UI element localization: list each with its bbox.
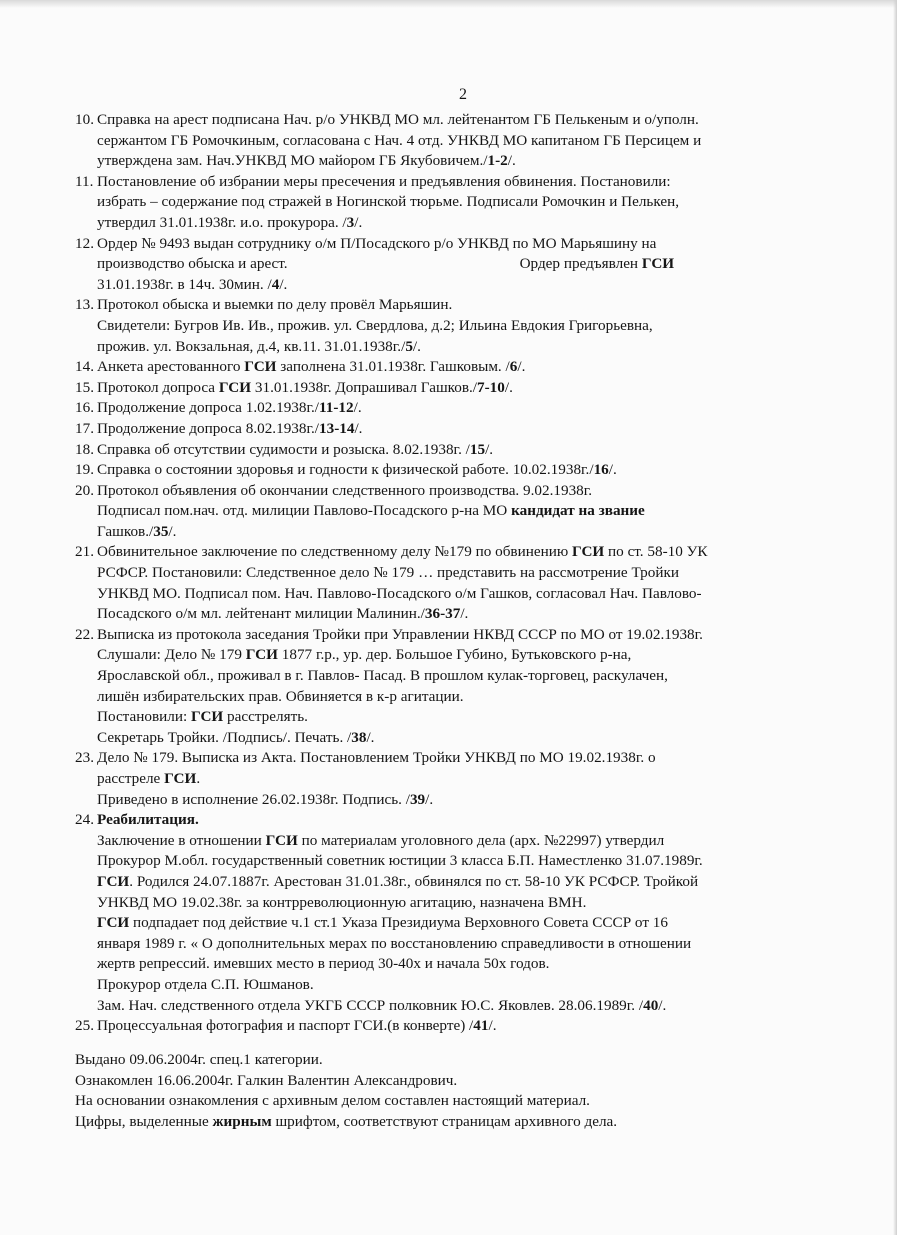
- text-segment: /.: [354, 213, 363, 231]
- bold-text: 7-10: [477, 378, 505, 396]
- text-segment: Ярославской обл., проживал в г. Павлов- Пасад. В прошлом кулак-торговец, раскулачен,: [97, 667, 668, 685]
- text-segment: РСФСР. Постановили: Следственное дело № 179 … представить на рассмотрение Тройки: [97, 564, 679, 582]
- text-segment: Ордер предъявлен: [519, 255, 642, 273]
- text-segment: Слушали: Дело № 179: [97, 646, 246, 664]
- text-segment: .: [196, 770, 201, 787]
- text-segment: /.: [485, 440, 494, 458]
- bold-text: ГСИ: [97, 872, 130, 890]
- text-segment: /.: [279, 275, 288, 293]
- bold-text: 40: [643, 996, 659, 1014]
- item-line: [97, 913, 835, 934]
- case-item: [75, 398, 835, 419]
- item-number: 25.: [75, 1017, 94, 1035]
- item-line: [97, 337, 835, 358]
- item-number: 14.: [75, 358, 94, 376]
- bold-text: 4: [271, 275, 280, 293]
- text-segment: Выдано 09.06.2004г. спец.1 категории.: [75, 1051, 323, 1068]
- case-item: [75, 810, 835, 1016]
- text-segment: 1877 г.р., ур. дер. Большое Губино, Бутьковского р-на,: [277, 646, 632, 664]
- footer-line: [75, 1112, 835, 1133]
- bold-text: 1-2: [487, 152, 508, 170]
- item-line: [97, 440, 835, 461]
- bold-text: Реабилитация.: [97, 811, 199, 829]
- item-line: [97, 810, 835, 831]
- item-number: 16.: [75, 399, 94, 417]
- bold-text: ГСИ: [164, 770, 197, 787]
- item-line: [97, 295, 835, 316]
- item-line: [97, 316, 835, 337]
- text-segment: Свидетели: Бугров Ив. Ив., прожив. ул. Свердлова, д.2; Ильина Евдокия Григорьевна,: [97, 316, 653, 334]
- item-line: [97, 625, 835, 646]
- text-segment: Секретарь Тройки. /Подпись/. Печать. /: [97, 728, 352, 746]
- item-number: 10.: [75, 111, 94, 128]
- case-item: [75, 110, 835, 172]
- text-segment: по ст. 58-10 УК: [604, 543, 708, 561]
- item-line: [97, 460, 835, 481]
- text-segment: /.: [425, 790, 434, 808]
- item-number: 12.: [75, 234, 94, 252]
- text-segment: прожив. ул. Вокзальная, д.4, кв.11. 31.01.1938г./: [97, 337, 406, 355]
- item-line: [97, 893, 835, 914]
- text-segment: /.: [168, 522, 177, 540]
- item-line: [97, 954, 835, 975]
- case-item: [75, 1016, 835, 1037]
- text-segment: Продолжение допроса 8.02.1938г./: [97, 419, 320, 437]
- item-number: 21.: [75, 543, 94, 561]
- text-segment: Справка об отсутствии судимости и розыска. 8.02.1938г. /: [97, 440, 470, 458]
- item-number: 17.: [75, 419, 94, 437]
- bold-text: 13-14: [319, 419, 355, 437]
- text-segment: Протокол допроса: [97, 378, 219, 396]
- scan-top-edge: [0, 0, 897, 8]
- document-footer: [75, 1050, 835, 1132]
- text-segment: января 1989 г. « О дополнительных мерах по восстановлению справедливости в отношении: [97, 934, 692, 952]
- item-line: [97, 254, 835, 275]
- text-segment: подпадает под действие ч.1 ст.1 Указа Президиума Верховного Совета СССР от 16: [129, 914, 668, 932]
- item-line: [97, 975, 835, 996]
- bold-text: жирным: [212, 1112, 272, 1130]
- bold-text: 5: [405, 337, 413, 355]
- item-line: [97, 934, 835, 955]
- case-item: [75, 234, 835, 296]
- item-number: 23.: [75, 749, 94, 767]
- text-segment: Постановление об избрании меры пресечения и предъявления обвинения. Постановили:: [97, 172, 671, 190]
- scan-right-edge: [893, 0, 897, 1235]
- text-segment: Протокол обыска и выемки по делу провёл Марьяшин.: [97, 296, 453, 314]
- item-line: [97, 398, 835, 419]
- item-line: [97, 831, 835, 852]
- case-item: [75, 419, 835, 440]
- text-segment: Дело № 179. Выписка из Акта. Постановлением Тройки УНКВД по МО 19.02.1938г. о: [97, 749, 656, 767]
- text-segment: Заключение в отношении: [97, 831, 266, 849]
- item-line: [97, 666, 835, 687]
- text-segment: /.: [412, 337, 421, 355]
- text-segment: /.: [460, 605, 469, 623]
- text-segment: УНКВД МО. Подписал пом. Нач. Павлово-Посадского о/м Гашков, согласовал Нач. Павлово-: [97, 584, 702, 602]
- item-line: [97, 522, 835, 543]
- text-segment: избрать – содержание под стражей в Ногинской тюрьме. Подписали Ромочкин и Пелькен,: [97, 193, 679, 211]
- footer-line: [75, 1071, 835, 1092]
- text-segment: Ознакомлен 16.06.2004г. Галкин Валентин Александрович.: [75, 1071, 458, 1089]
- item-number: 18.: [75, 440, 94, 458]
- text-segment: Подписал пом.нач. отд. милиции Павлово-Посадского р-на МО: [97, 502, 512, 520]
- bold-text: 36-37: [424, 605, 461, 623]
- case-item: [75, 542, 835, 624]
- text-segment: /.: [354, 419, 363, 437]
- text-segment: /.: [608, 461, 617, 479]
- text-segment: Выписка из протокола заседания Тройки при Управлении НКВД СССР по МО от 19.02.1938г.: [97, 625, 703, 643]
- bold-text: 38: [351, 728, 367, 746]
- item-line: [97, 213, 835, 234]
- bold-text: 11-12: [319, 399, 354, 417]
- item-line: [97, 275, 835, 296]
- item-line: [97, 790, 835, 811]
- item-line: [97, 707, 835, 728]
- bold-text: 39: [409, 790, 426, 808]
- item-line: [97, 192, 835, 213]
- case-item-list: [75, 110, 835, 1037]
- text-segment: Ордер № 9493 выдан сотруднику о/м П/Посадского р/о УНКВД по МО Марьяшину на: [97, 234, 657, 252]
- text-segment: /.: [517, 358, 526, 376]
- case-item: [75, 172, 835, 234]
- bold-text: ГСИ: [244, 358, 277, 376]
- text-segment: Постановили:: [97, 708, 191, 726]
- text-segment: расстреле: [97, 770, 165, 787]
- page-number: 2: [459, 86, 467, 103]
- item-line: [97, 501, 835, 522]
- bold-text: ГСИ: [641, 255, 675, 273]
- case-item: [75, 440, 835, 461]
- item-line: [97, 234, 835, 255]
- text-segment: лишён избирательских прав. Обвиняется в к-р агитации.: [97, 687, 464, 705]
- text-segment: /.: [507, 152, 516, 170]
- text-segment: 31.01.1938г. в 14ч. 30мин. /: [97, 275, 272, 293]
- text-segment: . Родился 24.07.1887г. Арестован 31.01.38г., обвинялся по ст. 58-10 УК РСФСР. Тройкой: [129, 872, 699, 890]
- item-line: [97, 645, 835, 666]
- text-segment: /.: [504, 378, 513, 396]
- item-line: [97, 872, 835, 893]
- bold-text: ГСИ: [572, 543, 605, 561]
- case-item: [75, 748, 835, 810]
- text-segment: Справка о состоянии здоровья и годности к физической работе. 10.02.1938г./: [97, 461, 594, 479]
- text-segment: утвердил 31.01.1938г. и.о. прокурора. /: [97, 213, 347, 231]
- text-segment: заполнена 31.01.1938г. Гашковым. /: [276, 358, 510, 376]
- bold-text: ГСИ: [218, 378, 252, 396]
- text-segment: Справка на арест подписана Нач. р/о УНКВД МО мл. лейтенантом ГБ Пелькеным и о/уполн.: [97, 111, 699, 128]
- item-line: [97, 584, 835, 605]
- text-segment: сержантом ГБ Ромочкиным, согласована с Нач. 4 отд. УНКВД МО капитаном ГБ Персицем и: [97, 131, 702, 149]
- bold-text: ГСИ: [265, 831, 298, 849]
- text-segment: /.: [488, 1017, 497, 1035]
- text-segment: Прокурор М.обл. государственный советник юстиции 3 класса Б.П. Наместленко 31.07.1989г.: [97, 852, 703, 870]
- text-segment: Протокол объявления об окончании следственного производства. 9.02.1938г.: [97, 481, 593, 499]
- text-segment: Прокурор отдела С.П. Юшманов.: [97, 975, 314, 993]
- text-segment: жертв репрессий. имевших место в период 30-40х и начала 50х годов.: [97, 955, 550, 973]
- text-segment: УНКВД МО 19.02.38г. за контрреволюционную агитацию, назначена ВМН.: [97, 893, 587, 911]
- item-number: 19.: [75, 461, 94, 479]
- item-line: [97, 357, 835, 378]
- text-segment: 31.01.1938г. Допрашивал Гашков./: [251, 378, 478, 396]
- item-number: 15.: [75, 378, 94, 396]
- text-segment: Зам. Нач. следственного отдела УКГБ СССР полковник Ю.С. Яковлев. 28.06.1989г. /: [97, 996, 644, 1014]
- item-number: 11.: [75, 172, 94, 190]
- item-line: [97, 151, 835, 172]
- text-segment: /.: [658, 996, 667, 1014]
- item-number: 13.: [75, 296, 94, 314]
- bold-text: ГСИ: [97, 914, 130, 932]
- bold-text: 15: [469, 440, 486, 458]
- text-segment: Продолжение допроса 1.02.1938г./: [97, 399, 320, 417]
- text-segment: Процессуальная фотография и паспорт ГСИ.(в конверте) /: [97, 1017, 474, 1035]
- item-line: [97, 996, 835, 1017]
- case-item: [75, 625, 835, 749]
- text-segment: утверждена зам. Нач.УНКВД МО майором ГБ Якубовичем./: [97, 152, 488, 170]
- case-item: [75, 460, 835, 481]
- item-line: [97, 542, 835, 563]
- item-line: [97, 481, 835, 502]
- item-number: 22.: [75, 625, 94, 643]
- item-line: [97, 1016, 835, 1037]
- text-segment: /.: [353, 399, 362, 417]
- bold-text: 16: [593, 461, 609, 479]
- bold-text: 6: [509, 358, 518, 376]
- text-segment: Гашков./: [97, 522, 154, 540]
- case-item: [75, 357, 835, 378]
- text-segment: Цифры, выделенные: [75, 1112, 213, 1130]
- text-segment: по материалам уголовного дела (арх. №22997) утвердил: [297, 831, 665, 849]
- case-item: [75, 378, 835, 399]
- bold-text: ГСИ: [245, 646, 278, 664]
- bold-text: кандидат на звание: [511, 502, 645, 520]
- item-line: [97, 687, 835, 708]
- item-line: [97, 563, 835, 584]
- case-item: [75, 295, 835, 357]
- text-segment: Посадского о/м мл. лейтенант милиции Малинин./: [97, 605, 425, 623]
- item-line: [97, 604, 835, 625]
- text-segment: Приведено в исполнение 26.02.1938г. Подпись. /: [97, 790, 410, 808]
- text-segment: расстрелять.: [223, 708, 308, 726]
- text-segment: Анкета арестованного: [97, 358, 245, 376]
- item-line: [97, 131, 835, 152]
- footer-line: [75, 1091, 835, 1112]
- item-line: [97, 378, 835, 399]
- text-segment: шрифтом, соответствуют страницам архивного дела.: [271, 1112, 618, 1130]
- case-item: [75, 481, 835, 543]
- item-line: [97, 419, 835, 440]
- bold-text: 3: [346, 213, 355, 231]
- text-segment: На основании ознакомления с архивным делом составлен настоящий материал.: [75, 1092, 590, 1110]
- item-line: [97, 110, 835, 131]
- text-segment: производство обыска и арест.: [97, 255, 288, 273]
- text-segment: Обвинительное заключение по следственному делу №179 по обвинению: [97, 543, 572, 561]
- bold-text: ГСИ: [191, 708, 224, 726]
- item-line: [97, 748, 835, 769]
- footer-line: [75, 1050, 835, 1071]
- item-line: [97, 172, 835, 193]
- bold-text: 35: [153, 522, 169, 540]
- bold-text: 41: [473, 1017, 489, 1035]
- text-segment: /.: [366, 728, 375, 746]
- item-line: [97, 728, 835, 749]
- item-number: 24.: [75, 811, 94, 829]
- item-line: [97, 851, 835, 872]
- item-number: 20.: [75, 481, 94, 499]
- item-line: [97, 769, 835, 790]
